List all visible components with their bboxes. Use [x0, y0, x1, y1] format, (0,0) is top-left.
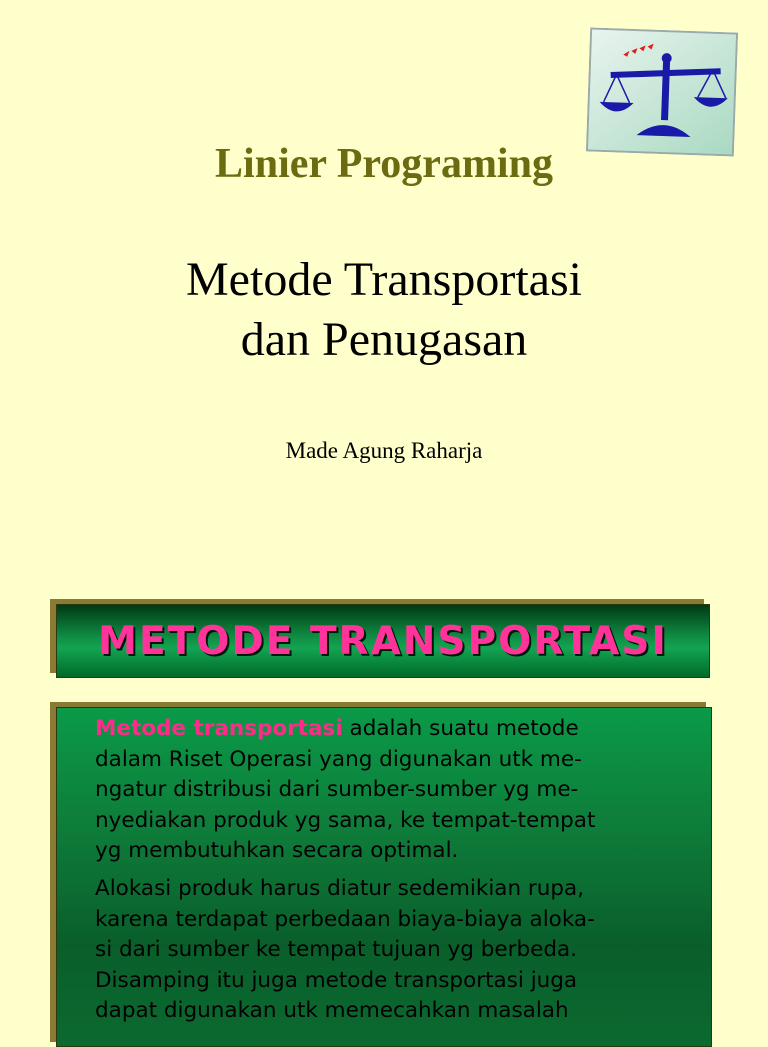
text-line: dalam Riset Operasi yang digunakan utk me-	[95, 746, 582, 772]
paragraph-allocation	[95, 874, 707, 1027]
highlighted-term: Metode transportasi	[95, 716, 343, 741]
text-line: Disamping itu juga metode transportasi juga	[95, 967, 578, 993]
text-line: karena terdapat perbedaan biaya-biaya aloka-	[95, 906, 595, 932]
section-banner	[56, 604, 710, 678]
main-title	[0, 250, 768, 370]
section-banner-title: METODE TRANSPORTASI	[98, 619, 668, 664]
text-line: si dari sumber ke tempat tujuan yg berbeda.	[95, 937, 577, 962]
main-title-line: Metode Transportasi	[186, 253, 582, 306]
content-box	[56, 707, 712, 1047]
paragraph-definition	[95, 714, 707, 867]
text-line-rest: adalah suatu metode	[342, 716, 579, 741]
text-line	[95, 714, 707, 745]
author-name: Made Agung Raharja	[285, 438, 483, 463]
text-line: Alokasi produk harus diatur sedemikian rupa,	[95, 876, 585, 901]
course-title: Linier Programing	[215, 141, 553, 187]
text-line: nyediakan produk yg sama, ke tempat-tempat	[95, 807, 596, 833]
text-line: dapat digunakan utk memecahkan masalah	[95, 998, 569, 1023]
text-line: yg membutuhkan secara optimal.	[95, 838, 459, 863]
text-line: ngatur distribusi dari sumber-sumber yg me-	[95, 777, 579, 802]
scales-of-justice-icon	[586, 27, 738, 156]
main-title-line: dan Penugasan	[240, 313, 528, 366]
